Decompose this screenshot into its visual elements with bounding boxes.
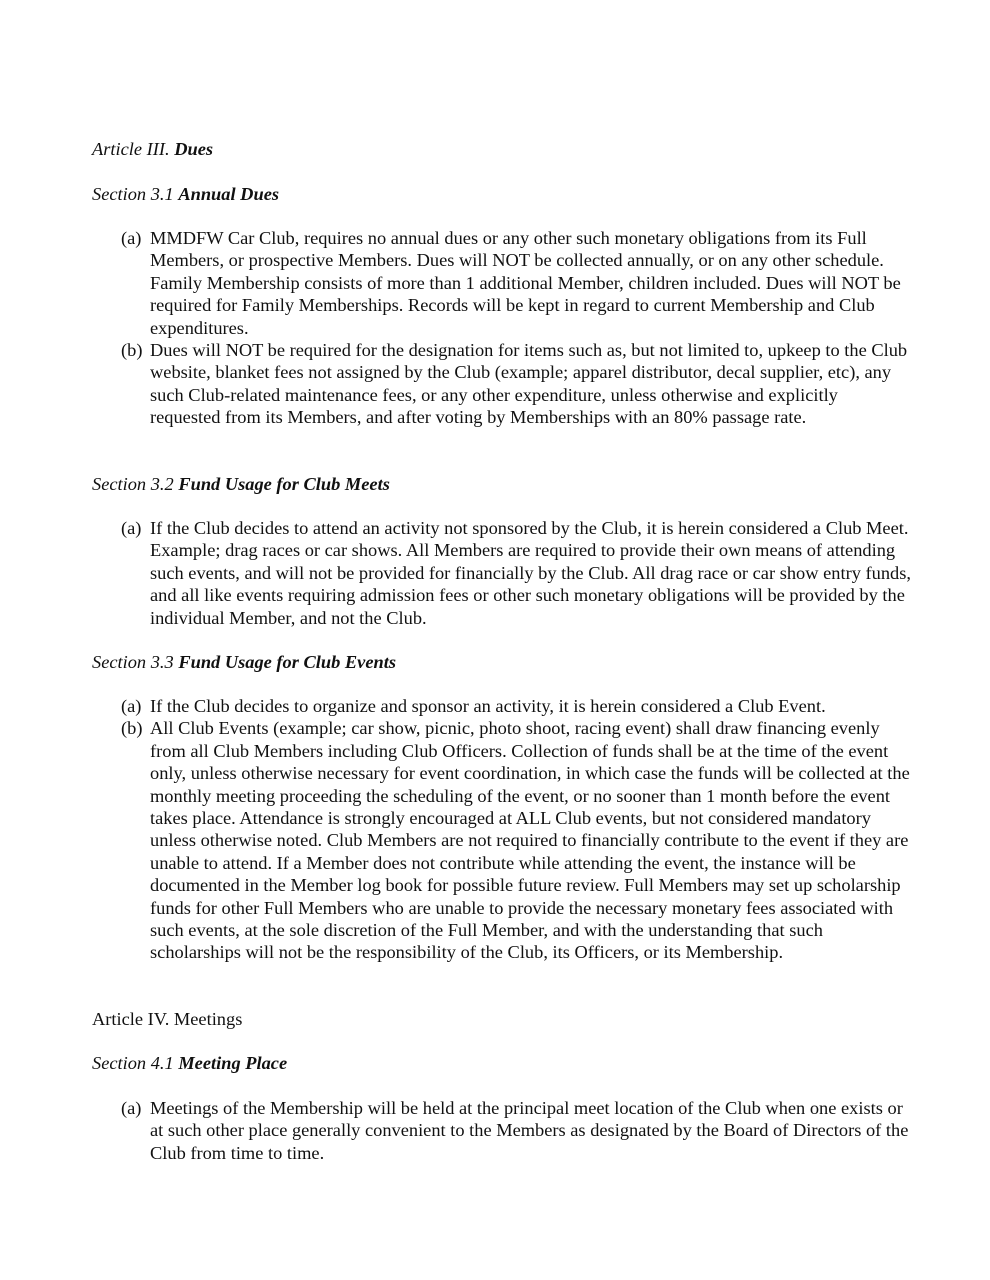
list-item [121,517,911,629]
section-list [121,227,911,429]
section-heading [92,183,279,205]
heading-lead: Article IV. [92,1009,170,1029]
item-marker: (b) [121,340,143,361]
item-text: Meetings of the Membership will be held at the principal meet location of the Club when one exists or at such other place generally convenient to the Members as designated by the Board of Directors of the Club from time to time. [150,1098,909,1163]
heading-title: Annual Dues [178,184,280,204]
list-item [121,1097,911,1164]
heading-title: Fund Usage for Club Meets [178,474,390,494]
heading-title: Fund Usage for Club Events [178,652,396,672]
heading-lead: Article III. [92,139,170,159]
article-heading [92,1008,242,1030]
item-marker: (a) [121,518,142,538]
section-heading [92,473,390,495]
heading-lead: Section 4.1 [92,1053,174,1073]
list-item [121,695,911,717]
item-text: If the Club decides to attend an activity not sponsored by the Club, it is herein considered a Club Meet. Example; drag races or car shows. All Members are required to provide their own means of attending such events, and will not be provided for financially by the Club. All drag race or car show entry funds, and all like events requiring admission fees or other such monetary obligations will be provided by the individual Member, and not the Club. [150,518,911,628]
section-heading [92,1052,287,1074]
article-heading [92,138,213,160]
item-marker: (a) [121,1098,142,1118]
heading-lead: Section 3.2 [92,474,174,494]
section-list [121,1097,911,1164]
item-text: Dues will NOT be required for the designation for items such as, but not limited to, upkeep to the Club website, blanket fees not assigned by the Club (example; apparel distributor, decal supplier, etc), any such Club-related maintenance fees, or any other expenditure, unless otherwise and explicitly requested from its Members, and after voting by Memberships with an 80% passage rate. [150,340,908,428]
section-list [121,517,911,629]
item-marker: (a) [121,696,142,716]
heading-title: Meetings [173,1009,243,1029]
heading-lead: Section 3.1 [92,184,174,204]
item-text: All Club Events (example; car show, picnic, photo shoot, racing event) shall draw financing evenly from all Club Members including Club Officers. Collection of funds shall be at the time of the event only, unless otherwise necessary for event coordination, in which case the funds will be collected at the monthly meeting proceeding the scheduling of the event, or no sooner than 1 month before the event takes place. Attendance is strongly encouraged at ALL Club events, but not considered mandatory unless otherwise noted. Club Members are not required to financially contribute to the event if they are unable to attend. If a Member does not contribute while attending the event, the instance will be documented in the Member log book for possible future review. Full Members may set up scholarship funds for other Full Members who are unable to provide the necessary monetary fees associated with such events, at the sole discretion of the Full Member, and with the understanding that such scholarships will not be the responsibility of the Club, its Officers, or its Membership. [150,718,910,963]
item-marker: (b) [121,718,143,739]
item-marker: (a) [121,228,142,248]
heading-title: Dues [174,139,214,159]
list-item [121,339,911,429]
section-heading [92,651,396,673]
list-item [121,227,911,339]
heading-title: Meeting Place [178,1053,288,1073]
list-item [121,717,911,963]
item-text: MMDFW Car Club, requires no annual dues or any other such monetary obligations from its Full Members, or prospective Members. Dues will NOT be collected annually, or on any other schedule. Family Membership consists of more than 1 additional Member, children included. Dues will NOT be required for Family Memberships. Records will be kept in regard to current Membership and Club expenditures. [150,228,901,338]
section-list [121,695,911,964]
heading-lead: Section 3.3 [92,652,174,672]
item-text: If the Club decides to organize and sponsor an activity, it is herein considered a Club Event. [150,696,826,716]
